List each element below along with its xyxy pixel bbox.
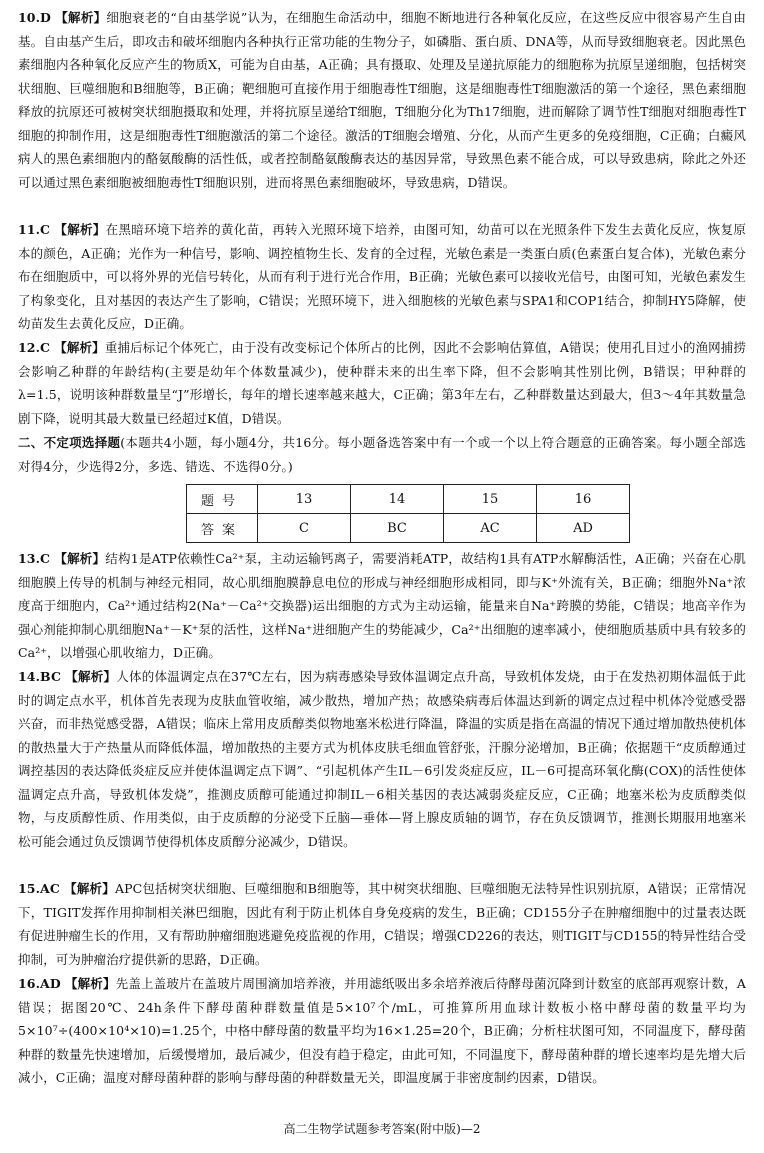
analysis-text: APC包括树突状细胞、巨噬细胞和B细胞等，其中树突状细胞、巨噬细胞无法特异性识别抗原，A错误；正常情况下，TIGIT发挥作用抑制相关淋巴细胞，因此有利于防止机体自身免疫病的发生，B正确；CD155分子在肿瘤细胞中的过量表达既有促进肿瘤生长的作用，又有帮助肿瘤细胞逃避免疫监视的作用，C错误；增强CD226的表达，则TIGIT与CD155的特异性结合受抑制，可为肿瘤治疗提供新的思路，D正确。 — [18, 881, 746, 967]
table-cell-number: 16 — [537, 485, 630, 514]
analysis-text: 在黑暗环境下培养的黄化苗，再转入光照环境下培养，由图可知，幼苗可以在光照条件下发生去黄化反应，恢复原本的颜色，A正确；光作为一种信号，影响、调控植物生长、发育的全过程，光敏色素是一类蛋白质(色素蛋白复合体)，光敏色素分布在细胞质中，可以将外界的光信号转化，从而有利于进行光合作用，B正确；光敏色素可以接收光信号，由图可知，光敏色素发生了构象变化，且对基因的表达产生了影响，C错误；光照环境下，进入细胞核的光敏色素与SPA1和COP1结合，抑制HY5降解，使幼苗发生去黄化反应，D正确。 — [18, 222, 746, 331]
page-footer: 高二生物学试题参考答案(附中版)—2 — [283, 1122, 481, 1136]
analysis-tag: 【解析】 — [54, 340, 105, 355]
answer-item-14 — [18, 665, 746, 853]
item-number: 13. — [18, 551, 41, 566]
answer-item-16 — [18, 972, 746, 1090]
item-number: 15. — [18, 881, 41, 896]
table-cell-number: 15 — [444, 485, 537, 514]
analysis-text: 细胞衰老的“自由基学说”认为，在细胞生命活动中，细胞不断地进行各种氧化反应，在这些反应中很容易产生自由基。自由基产生后，即攻击和破坏细胞内各种执行正常功能的生物分子，如磷脂、蛋白质、DNA等，从而导致细胞衰老。因此黑色素细胞内各种氧化反应产生的物质X，可能为自由基，A正确；具有摄取、处理及呈递抗原能力的细胞称为抗原呈递细胞，包括树突状细胞、巨噬细胞和B细胞等，B正确；靶细胞可直接作用于细胞毒性T细胞，这是细胞毒性T细胞激活的第一个途径，黑色素细胞释放的抗原还可被树突状细胞摄取和处理，并将抗原呈递给T细胞，T细胞分化为Th17细胞，进而解除了调节性T细胞对细胞毒性T细胞的抑制作用，这是细胞毒性T细胞激活的第二个途径。激活的T细胞会增殖、分化，从而产生更多的免疫细胞，C正确；白癜风病人的黑色素细胞内的酪氨酸酶的活性低，或者控制酪氨酸酶表达的基因异常，导致黑色素不能合成，可以导致患病，除此之外还可以通过黑色素细胞被细胞毒性T细胞识别，进而将黑色素细胞破坏，导致患病，D错误。 — [18, 10, 746, 190]
answer-item-15 — [18, 877, 746, 971]
table-cell-answer: BC — [351, 514, 444, 543]
section-title: 二、不定项选择题 — [18, 435, 121, 450]
analysis-tag: 【解析】 — [64, 976, 116, 991]
analysis-text: 重捕后标记个体死亡，由于没有改变标记个体所占的比例，因此不会影响估算值，A错误；使用孔目过小的渔网捕捞会影响乙种群的年龄结构(主要是幼年个体数量减少)，使种群未来的出生率下降，但不会影响其性别比例，B错误；甲种群的λ=1.5，说明该种群数量呈“J”形增长，每年的增长速率越来越大，C正确；第3年左右，乙种群数量达到最大，但3～4年其数量急剧下降，说明其最大数量已经超过K值，D错误。 — [18, 340, 747, 426]
item-answer: AD — [40, 976, 61, 991]
answer-table-number-row — [187, 485, 630, 514]
item-answer: C — [40, 222, 51, 237]
item-number: 14. — [18, 669, 41, 684]
item-answer: C — [40, 340, 51, 355]
analysis-tag: 【解析】 — [54, 551, 106, 566]
table-cell-answer: C — [258, 514, 351, 543]
table-header-label: 题号 — [187, 485, 258, 514]
answer-table-answer-row — [187, 514, 630, 543]
analysis-tag: 【解析】 — [64, 881, 115, 896]
analysis-text: 人体的体温调定点在37℃左右，因为病毒感染导致体温调定点升高，导致机体发烧，由于在发热初期体温低于此时的调定点水平，机体首先表现为皮肤血管收缩，减少散热，增加产热；故感染病毒后体温达到新的调定点过程中机体冷觉感受器兴奋，而非热觉感受器，A错误；临床上常用皮质醇类似物地塞米松进行降温，降温的实质是指在高温的情况下通过增加散热使机体的散热量大于产热量从而降低体温，增加散热的主要方式为机体皮肤毛细血管舒张，汗腺分泌增加，B正确；依据题干“皮质醇通过调控基因的表达降低炎症反应并使体温调定点下调”、“引起机体产生IL－6引发炎症反应，IL－6可提高环氧化酶(COX)的活性使体温调定点升高，导致机体发烧”，推测皮质醇可能通过抑制IL－6相关基因的表达减弱炎症反应，C正确；地塞米松为皮质醇类似物，与皮质醇性质、作用类似，由于皮质醇的分泌受下丘脑—垂体—肾上腺皮质轴的调节，存在负反馈调节，推测长期服用地塞米松可能会通过负反馈调节使得机体皮质醇分泌减少，D错误。 — [18, 669, 746, 849]
answer-table — [186, 484, 630, 543]
item-number: 10. — [18, 10, 41, 25]
table-cell-number: 13 — [258, 485, 351, 514]
analysis-tag: 【解析】 — [55, 10, 107, 25]
answer-item-10 — [18, 6, 746, 194]
item-answer: D — [40, 10, 51, 25]
item-number: 16. — [18, 976, 41, 991]
item-answer: BC — [40, 669, 61, 684]
section-heading — [18, 431, 746, 478]
answer-item-12 — [18, 336, 746, 430]
analysis-text: 先盖上盖玻片在盖玻片周围滴加培养液，并用滤纸吸出多余培养液后待酵母菌沉降到计数室的底部再观察计数，A错误；据图20℃、24h条件下酵母菌种群数量值是5×10⁷个/mL，可推算所用血球计数板小格中酵母菌的数量平均为5×10⁷÷(400×10⁴×10)=1.25个，中格中酵母菌的数量平均为16×1.25=20个，B正确；分析柱状图可知，不同温度下，酵母菌种群的数量先快速增加，后缓慢增加，最后减少，但没有趋于稳定，由此可知，不同温度下，酵母菌种群的增长速率均是先增大后减小，C正确；温度对酵母菌种群的影响与酵母菌的种群数量无关，即温度属于非密度制约因素，D错误。 — [18, 976, 747, 1085]
section-instructions: (本题共4小题，每小题4分，共16分。每小题备选答案中有一个或一个以上符合题意的正确答案。每小题全部选对得4分，少选得2分，多选、错选、不选得0分。) — [18, 435, 746, 474]
answer-item-11 — [18, 218, 746, 336]
item-answer: C — [40, 551, 51, 566]
table-answer-label: 答案 — [187, 514, 258, 543]
table-cell-answer: AC — [444, 514, 537, 543]
table-cell-number: 14 — [351, 485, 444, 514]
table-cell-answer: AD — [537, 514, 630, 543]
analysis-tag: 【解析】 — [54, 222, 106, 237]
analysis-tag: 【解析】 — [65, 669, 117, 684]
item-number: 11. — [18, 222, 41, 237]
answer-item-13 — [18, 547, 746, 665]
analysis-text: 结构1是ATP依赖性Ca²⁺泵，主动运输钙离子，需要消耗ATP，故结构1具有ATP水解酶活性，A正确；兴奋在心肌细胞膜上传导的机制与神经元相同，故心肌细胞膜静息电位的形成与神经细胞形成相同，即与K⁺外流有关，B正确；细胞外Na⁺浓度高于细胞内，Ca²⁺通过结构2(Na⁺－Ca²⁺交换器)运出细胞的方式为主动运输，能量来自Na⁺跨膜的势能，C错误；地高辛作为强心剂能抑制心肌细胞Na⁺－K⁺泵的活性，这样Na⁺进细胞产生的势能减少，Ca²⁺出细胞的速率减小，使细胞质基质中具有较多的Ca²⁺，以增强心肌收缩力，D正确。 — [18, 551, 747, 660]
item-answer: AC — [40, 881, 60, 896]
item-number: 12. — [18, 340, 41, 355]
